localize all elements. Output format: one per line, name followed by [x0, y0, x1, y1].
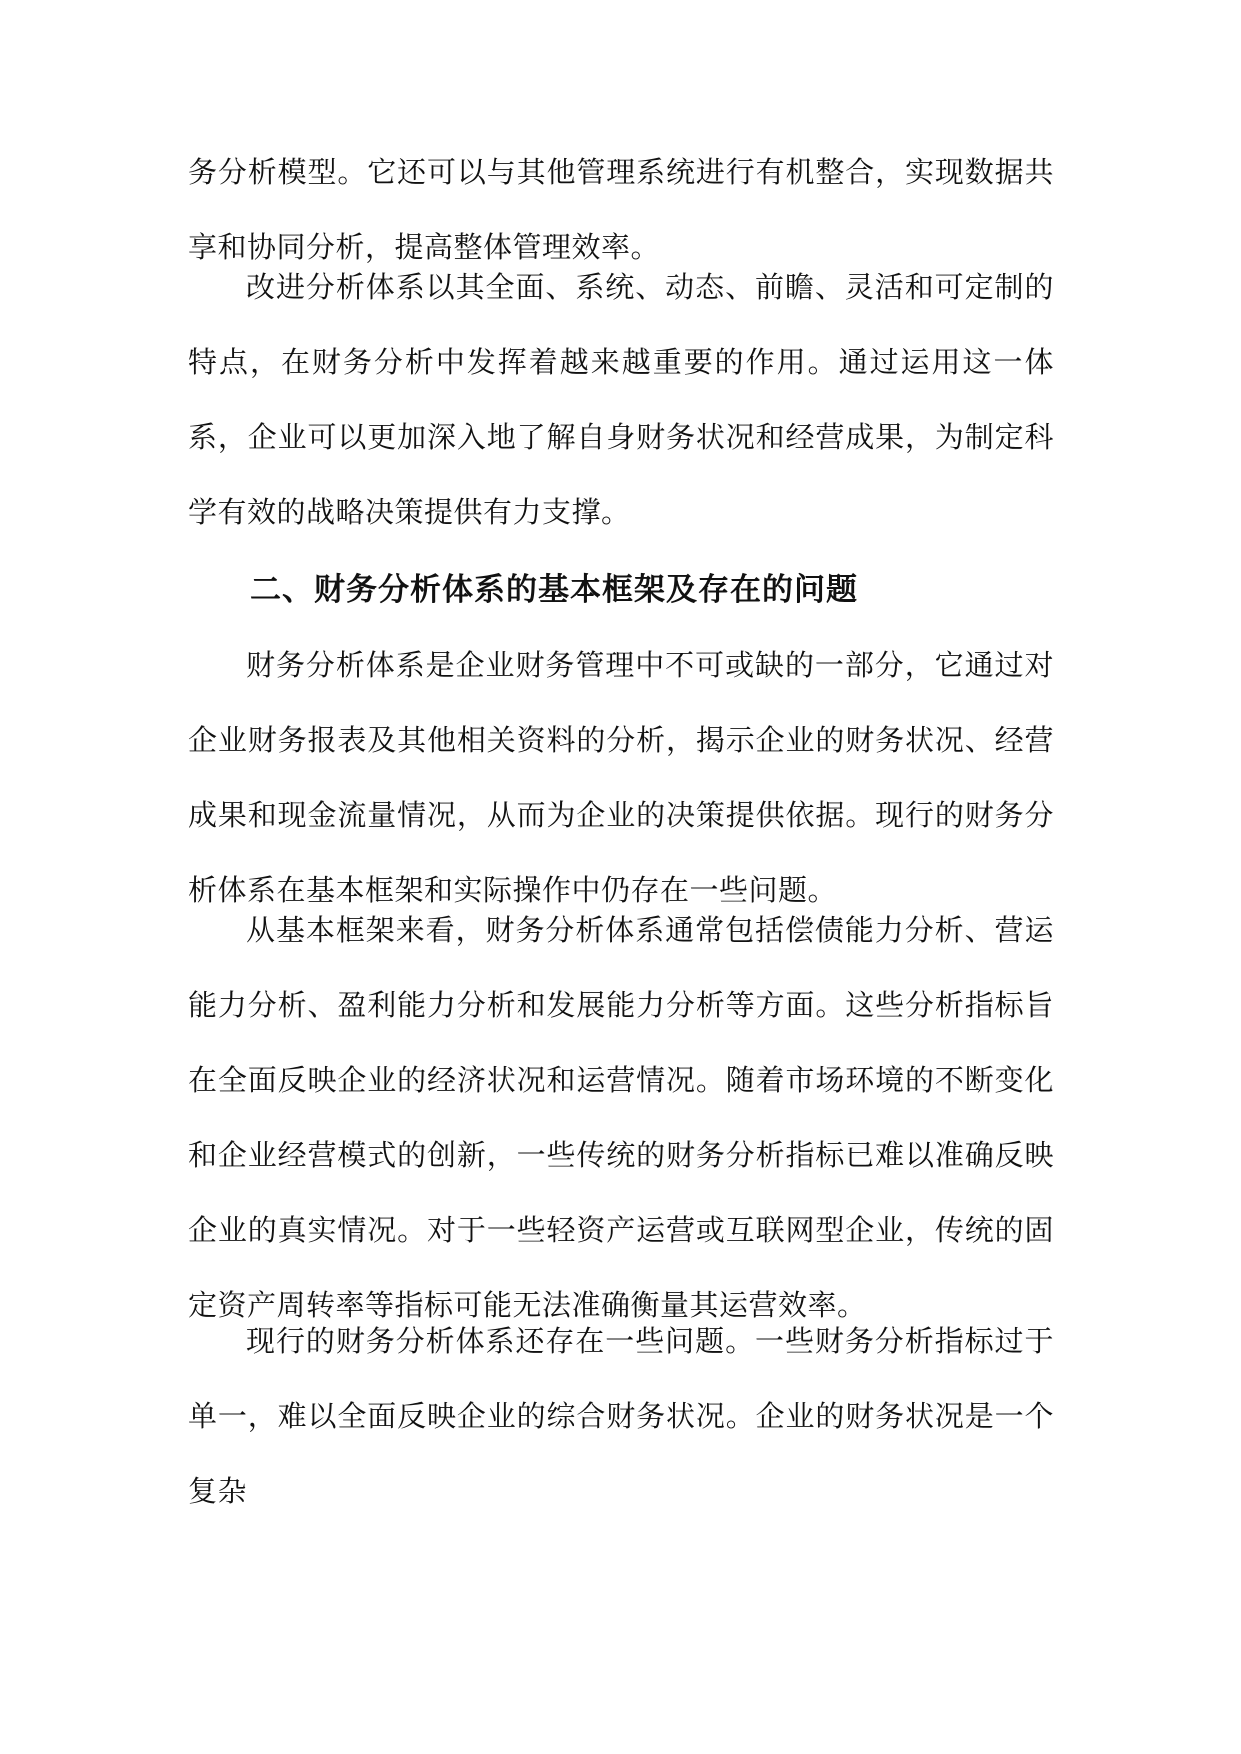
paragraph-continuation: 务分析模型。它还可以与其他管理系统进行有机整合，实现数据共享和协同分析，提高整体管理效率。 [188, 155, 1054, 264]
paragraph-basic-framework: 从基本框架来看，财务分析体系通常包括偿债能力分析、营运能力分析、盈利能力分析和发展能力分析等方面。这些分析指标旨在全面反映企业的经济状况和运营情况。随着市场环境的不断变化和企业经营模式的创新，一些传统的财务分析指标已难以准确反映企业的真实情况。对于一些轻资产运营或互联网型企业，传统的固定资产周转率等指标可能无法准确衡量其运营效率。 [188, 913, 1054, 1322]
paragraph-existing-problems: 现行的财务分析体系还存在一些问题。一些财务分析指标过于单一，难以全面反映企业的综合财务状况。企业的财务状况是一个复杂 [188, 1324, 1054, 1508]
paragraph-improved-system: 改进分析体系以其全面、系统、动态、前瞻、灵活和可定制的特点，在财务分析中发挥着越来越重要的作用。通过运用这一体系，企业可以更加深入地了解自身财务状况和经营成果，为制定科学有效的战略决策提供有力支撑。 [188, 270, 1054, 529]
paragraph-financial-analysis-system: 财务分析体系是企业财务管理中不可或缺的一部分，它通过对企业财务报表及其他相关资料的分析，揭示企业的财务状况、经营成果和现金流量情况，从而为企业的决策提供依据。现行的财务分析体系在基本框架和实际操作中仍存在一些问题。 [188, 648, 1054, 907]
section-heading: 二、财务分析体系的基本框架及存在的问题 [250, 572, 858, 608]
